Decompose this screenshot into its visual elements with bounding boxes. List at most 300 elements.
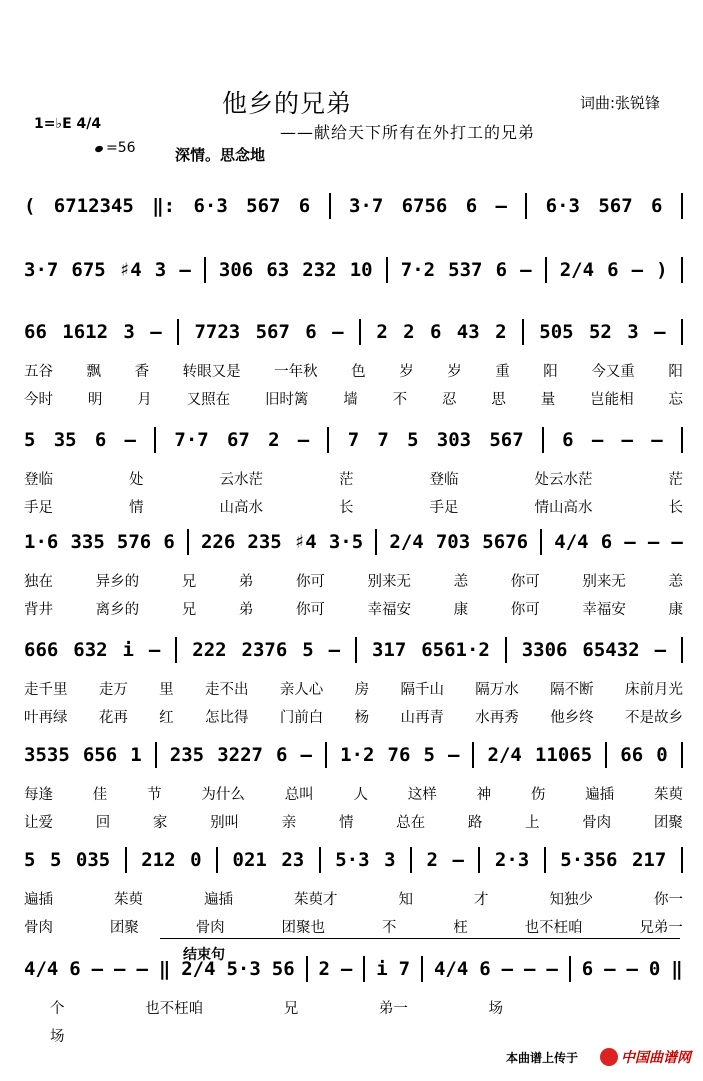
lyric-word: 知独少 bbox=[549, 892, 593, 908]
lyric-word: 岁 bbox=[399, 364, 414, 380]
barline bbox=[478, 847, 480, 873]
notation-row bbox=[24, 636, 683, 664]
lyric-word: 回 bbox=[95, 815, 111, 831]
note-token: 6 bbox=[429, 321, 442, 343]
note-token: 235 bbox=[247, 531, 282, 553]
lyric-word: 遍插 bbox=[585, 787, 615, 803]
lyric-word: 叶再绿 bbox=[24, 710, 68, 726]
lyric-line bbox=[24, 706, 683, 727]
composer-credit: 词曲:张锐锋 bbox=[580, 94, 661, 112]
note-token: – bbox=[332, 321, 344, 343]
note-token: i bbox=[376, 958, 388, 980]
note-token: 76 bbox=[387, 744, 411, 766]
note-token: 567 bbox=[489, 429, 524, 451]
lyric-word: 弟 bbox=[238, 574, 254, 590]
lyric-word: 处云水茫 bbox=[534, 472, 593, 488]
logo-text: 中国曲谱网 bbox=[621, 1050, 691, 1066]
note-token: 2·3 bbox=[494, 849, 530, 871]
barline bbox=[542, 427, 544, 453]
lyric-word: 墙 bbox=[343, 392, 358, 408]
lyric-word: 亲 bbox=[281, 815, 297, 831]
note-token: 10 bbox=[349, 259, 373, 281]
note-token: 5 bbox=[407, 429, 419, 451]
note-token: 5 bbox=[423, 744, 435, 766]
note-token: – bbox=[340, 958, 353, 980]
lyric-word: 情 bbox=[338, 815, 354, 831]
note-token: ( bbox=[24, 195, 36, 217]
note-token: 675 bbox=[71, 259, 106, 281]
lyric-line bbox=[24, 888, 683, 909]
lyric-word: 山再青 bbox=[400, 710, 444, 726]
lyric-word: 长 bbox=[339, 500, 354, 516]
lyric-word: 你可 bbox=[295, 602, 325, 618]
note-token: 7·2 bbox=[400, 259, 436, 281]
note-token: 6 bbox=[600, 531, 613, 553]
barline bbox=[472, 742, 474, 768]
lyric-word: 团聚 bbox=[109, 920, 139, 936]
lyric-line bbox=[50, 997, 503, 1018]
note-token: 1·2 bbox=[340, 744, 375, 766]
barline bbox=[175, 637, 177, 663]
note-token: 7 bbox=[347, 429, 360, 451]
lyric-word: 茫 bbox=[668, 472, 683, 488]
note-token: 317 bbox=[371, 639, 407, 661]
barline bbox=[154, 427, 156, 453]
lyric-word: 他乡终 bbox=[550, 710, 594, 726]
lyric-word: 山高水 bbox=[219, 500, 263, 516]
note-token: 6 bbox=[651, 195, 663, 217]
lyric-word: 旧时篱 bbox=[264, 392, 309, 408]
barline bbox=[204, 257, 206, 283]
note-token: 021 bbox=[232, 849, 267, 871]
site-logo[interactable] bbox=[600, 1046, 696, 1068]
note-token: ‖ bbox=[671, 958, 683, 980]
lyric-word: 水再秀 bbox=[475, 710, 519, 726]
lyric-word: 你可 bbox=[510, 574, 540, 590]
note-token: 4/4 bbox=[554, 531, 589, 553]
note-token: 703 bbox=[435, 531, 471, 553]
note-token: 222 bbox=[192, 639, 227, 661]
lyric-word: 家 bbox=[152, 815, 168, 831]
note-token: 232 bbox=[302, 259, 337, 281]
lyric-word: 隔万水 bbox=[475, 682, 519, 698]
lyric-word: 阳 bbox=[668, 364, 683, 380]
note-token: 2/4 bbox=[487, 744, 522, 766]
note-token: – bbox=[651, 429, 663, 451]
note-token: 6561·2 bbox=[421, 639, 490, 661]
lyric-word: 今时 bbox=[24, 392, 53, 408]
notation-row bbox=[24, 955, 683, 983]
lyric-word: 你可 bbox=[295, 574, 325, 590]
note-token: 303 bbox=[436, 429, 472, 451]
barline bbox=[569, 956, 571, 982]
note-token: 6 bbox=[305, 321, 317, 343]
note-token: 7·7 bbox=[174, 429, 209, 451]
note-token: ‖: bbox=[152, 195, 176, 217]
lyric-word: 思 bbox=[491, 392, 506, 408]
note-token: 2/4 bbox=[181, 958, 216, 980]
lyric-word: 你可 bbox=[510, 602, 540, 618]
lyric-word: 登临 bbox=[24, 472, 53, 488]
lyric-word: 别叫 bbox=[210, 815, 240, 831]
lyric-word: 兄弟一 bbox=[639, 920, 683, 936]
note-token: 0 bbox=[656, 744, 668, 766]
barline bbox=[681, 193, 683, 219]
lyric-line bbox=[50, 1025, 65, 1046]
lyric-word: 兄 bbox=[181, 602, 197, 618]
lyric-word: 枉 bbox=[453, 920, 468, 936]
lyric-line bbox=[24, 811, 683, 832]
lyric-word: 总叫 bbox=[284, 787, 314, 803]
barline bbox=[386, 257, 388, 283]
logo-mark-icon bbox=[600, 1048, 618, 1066]
barline bbox=[681, 847, 683, 873]
note-token: 2376 bbox=[241, 639, 288, 661]
lyric-word: 伤 bbox=[530, 787, 546, 803]
lyric-line bbox=[24, 678, 683, 699]
notation-row bbox=[24, 426, 683, 454]
note-token: 2 bbox=[495, 321, 507, 343]
lyric-line bbox=[24, 570, 683, 591]
note-token: 6712345 bbox=[53, 195, 134, 217]
note-token: 212 bbox=[141, 849, 176, 871]
note-token: 6 bbox=[298, 195, 311, 217]
note-token: 0 bbox=[190, 849, 202, 871]
note-token: – bbox=[631, 259, 644, 281]
note-token: 035 bbox=[75, 849, 111, 871]
barline bbox=[540, 529, 542, 555]
note-token: ♯4 bbox=[293, 531, 317, 553]
barline bbox=[681, 637, 683, 663]
lyric-word: 今又重 bbox=[591, 364, 635, 380]
lyric-word: 隔千山 bbox=[400, 682, 444, 698]
lyric-word: 转眼又是 bbox=[182, 364, 241, 380]
note-token: 66 bbox=[24, 321, 47, 343]
note-token: – bbox=[647, 531, 660, 553]
lyric-word: 茱萸才 bbox=[294, 892, 338, 908]
note-token: 5 bbox=[24, 429, 36, 451]
barline bbox=[421, 956, 423, 982]
note-token: – bbox=[654, 321, 666, 343]
note-token: 23 bbox=[281, 849, 305, 871]
lyric-word: 神 bbox=[476, 787, 492, 803]
note-token: 2 bbox=[268, 429, 280, 451]
lyric-word: 又照在 bbox=[186, 392, 231, 408]
note-token: 567 bbox=[255, 321, 290, 343]
note-token: ♯4 bbox=[118, 259, 142, 281]
barline bbox=[319, 847, 321, 873]
note-token: 567 bbox=[598, 195, 633, 217]
note-token: 7 bbox=[377, 429, 389, 451]
lyric-word: 兄 bbox=[283, 1001, 299, 1017]
lyric-word: 走千里 bbox=[24, 682, 68, 698]
note-token: 666 bbox=[24, 639, 59, 661]
lyric-word: 独在 bbox=[24, 574, 53, 590]
note-token: – bbox=[148, 639, 161, 661]
note-token: 5 bbox=[302, 639, 314, 661]
lyric-word: 也不枉咱 bbox=[524, 920, 583, 936]
lyric-word: 幸福安 bbox=[582, 602, 626, 618]
note-token: 5·356 bbox=[560, 849, 618, 871]
lyric-word: 房 bbox=[354, 682, 370, 698]
lyric-word: 门前白 bbox=[279, 710, 324, 726]
note-token: 656 bbox=[82, 744, 118, 766]
lyric-word: 阳 bbox=[543, 364, 558, 380]
lyric-word: 弟 bbox=[238, 602, 254, 618]
lyric-word: 登临 bbox=[429, 472, 459, 488]
lyric-word: 长 bbox=[668, 500, 683, 516]
note-token: 6·3 bbox=[193, 195, 228, 217]
note-token: 306 bbox=[218, 259, 254, 281]
lyric-line bbox=[24, 783, 683, 804]
lyric-word: 情 bbox=[129, 500, 144, 516]
note-token: – bbox=[621, 429, 633, 451]
note-token: 6756 bbox=[401, 195, 448, 217]
note-token: 3·5 bbox=[328, 531, 364, 553]
footer-text: 本曲谱上传于 bbox=[506, 1051, 579, 1065]
lyric-word: 佳 bbox=[92, 787, 108, 803]
note-token: 6·3 bbox=[545, 195, 580, 217]
lyric-word: 骨肉 bbox=[582, 815, 612, 831]
note-token: 537 bbox=[448, 259, 483, 281]
barline bbox=[363, 956, 365, 982]
note-token: – bbox=[626, 958, 638, 980]
note-token: 3535 bbox=[24, 744, 70, 766]
lyric-word: 床前月光 bbox=[624, 682, 683, 698]
lyric-word: 岁 bbox=[447, 364, 462, 380]
note-token: 3·7 bbox=[24, 259, 59, 281]
lyric-word: 人 bbox=[353, 787, 368, 803]
barline bbox=[325, 742, 327, 768]
note-token: 567 bbox=[246, 195, 281, 217]
note-token: – bbox=[114, 958, 126, 980]
lyric-line bbox=[24, 916, 683, 937]
lyric-word: 团聚 bbox=[653, 815, 683, 831]
note-token: – bbox=[624, 531, 636, 553]
note-token: 65432 bbox=[582, 639, 640, 661]
lyric-word: 恙 bbox=[453, 574, 469, 590]
note-token: 6 bbox=[69, 958, 81, 980]
lyric-word: 茱萸 bbox=[653, 787, 683, 803]
notation-row bbox=[24, 741, 683, 769]
barline bbox=[410, 847, 412, 873]
note-token: 3 bbox=[154, 259, 167, 281]
lyric-word: 节 bbox=[147, 787, 162, 803]
coda-bracket-line bbox=[160, 938, 680, 939]
barline bbox=[681, 742, 683, 768]
note-token: – bbox=[447, 744, 460, 766]
note-token: – bbox=[328, 639, 341, 661]
note-token: 3 bbox=[384, 849, 396, 871]
notation-row bbox=[24, 256, 683, 284]
lyric-word: 遍插 bbox=[24, 892, 53, 908]
note-token: ) bbox=[656, 259, 668, 281]
tempo-value: =56 bbox=[106, 140, 136, 156]
note-token: 2 bbox=[403, 321, 415, 343]
lyric-word: 隔不断 bbox=[550, 682, 594, 698]
barline bbox=[125, 847, 127, 873]
lyric-word: 才 bbox=[474, 892, 489, 908]
lyric-word: 处 bbox=[129, 472, 144, 488]
lyric-word: 幸福安 bbox=[367, 602, 412, 618]
lyric-word: 情山高水 bbox=[534, 500, 593, 516]
notation-row bbox=[24, 318, 683, 346]
note-token: 217 bbox=[631, 849, 667, 871]
note-token: 6 bbox=[479, 958, 491, 980]
note-token: – bbox=[297, 429, 310, 451]
lyric-word: 恙 bbox=[668, 574, 683, 590]
lyric-word: 兄 bbox=[181, 574, 197, 590]
note-token: 6 bbox=[276, 744, 288, 766]
note-token: 576 bbox=[116, 531, 152, 553]
lyric-word: 场 bbox=[488, 1001, 503, 1017]
notation-row bbox=[24, 846, 683, 874]
barline bbox=[525, 193, 527, 219]
note-token: – bbox=[136, 958, 148, 980]
lyric-word: 量 bbox=[540, 392, 556, 408]
lyric-word: 重 bbox=[495, 364, 510, 380]
note-token: – bbox=[604, 958, 616, 980]
lyric-word: 岂能相 bbox=[590, 392, 634, 408]
note-token: 235 bbox=[169, 744, 205, 766]
lyric-word: 茫 bbox=[339, 472, 354, 488]
barline bbox=[375, 529, 377, 555]
note-token: – bbox=[671, 531, 683, 553]
note-token: 5 bbox=[24, 849, 36, 871]
note-token: 66 bbox=[620, 744, 644, 766]
lyric-word: 让爱 bbox=[24, 815, 53, 831]
note-token: 4/4 bbox=[24, 958, 59, 980]
lyric-word: 红 bbox=[159, 710, 174, 726]
note-token: 1 bbox=[130, 744, 142, 766]
lyric-word: 里 bbox=[159, 682, 174, 698]
note-token: 5·3 bbox=[335, 849, 370, 871]
barline bbox=[177, 319, 179, 345]
barline bbox=[505, 637, 507, 663]
note-token: – bbox=[591, 429, 604, 451]
note-token: 632 bbox=[73, 639, 108, 661]
note-token: 1·6 bbox=[24, 531, 59, 553]
note-token: – bbox=[300, 744, 312, 766]
lyric-word: 个 bbox=[50, 1001, 65, 1017]
note-token: – bbox=[124, 429, 136, 451]
note-token: 2/4 bbox=[389, 531, 424, 553]
note-token: – bbox=[452, 849, 464, 871]
lyric-word: 弟一 bbox=[378, 1001, 408, 1017]
lyric-word: 骨肉 bbox=[195, 920, 225, 936]
note-token: 6 bbox=[581, 958, 594, 980]
note-token: 6 bbox=[562, 429, 574, 451]
note-token: – bbox=[91, 958, 104, 980]
notation-row bbox=[24, 192, 683, 220]
note-token: 67 bbox=[226, 429, 250, 451]
lyric-word: 手足 bbox=[24, 500, 53, 516]
expression-mark: 深情。思念地 bbox=[175, 146, 266, 164]
lyric-word: 离乡的 bbox=[95, 602, 140, 618]
note-token: ‖ bbox=[158, 958, 171, 980]
lyric-line bbox=[24, 360, 683, 381]
note-token: – bbox=[520, 259, 532, 281]
note-token: – bbox=[495, 195, 507, 217]
barline bbox=[681, 427, 683, 453]
note-token: 3306 bbox=[521, 639, 568, 661]
lyric-line bbox=[24, 468, 683, 489]
lyric-word: 手足 bbox=[429, 500, 459, 516]
note-token: 6 bbox=[94, 429, 107, 451]
barline bbox=[327, 427, 329, 453]
note-token: – bbox=[150, 321, 162, 343]
lyric-word: 五谷 bbox=[24, 364, 53, 380]
lyric-word: 怎比得 bbox=[204, 710, 249, 726]
note-token: 2 bbox=[376, 321, 388, 343]
note-token: 11065 bbox=[534, 744, 593, 766]
lyric-word: 不 bbox=[381, 920, 397, 936]
lyric-word: 月 bbox=[137, 392, 152, 408]
lyric-word: 场 bbox=[50, 1029, 65, 1045]
lyric-word: 知 bbox=[398, 892, 413, 908]
note-token: 2 bbox=[318, 958, 330, 980]
lyric-word: 别来无 bbox=[367, 574, 412, 590]
note-token: 0 bbox=[648, 958, 661, 980]
dedication-subtitle: ——献给天下所有在外打工的兄弟 bbox=[280, 123, 536, 142]
note-token: 56 bbox=[271, 958, 295, 980]
lyric-word: 上 bbox=[525, 815, 540, 831]
lyric-word: 色 bbox=[351, 364, 366, 380]
note-token: 35 bbox=[53, 429, 77, 451]
barline bbox=[216, 847, 218, 873]
lyric-word: 每逢 bbox=[24, 787, 53, 803]
lyric-word: 康 bbox=[453, 602, 469, 618]
note-token: 1612 bbox=[62, 321, 109, 343]
barline bbox=[522, 319, 524, 345]
note-token: 335 bbox=[70, 531, 105, 553]
lyric-word: 别来无 bbox=[582, 574, 626, 590]
notation-row bbox=[24, 528, 683, 556]
lyric-word: 团聚也 bbox=[281, 920, 326, 936]
lyric-word: 茱萸 bbox=[114, 892, 143, 908]
note-token: 5676 bbox=[482, 531, 529, 553]
note-token: 6 bbox=[495, 259, 508, 281]
barline bbox=[545, 257, 547, 283]
lyric-word: 遍插 bbox=[204, 892, 233, 908]
lyric-word: 异乡的 bbox=[95, 574, 140, 590]
note-token: – bbox=[179, 259, 191, 281]
note-token: 2/4 bbox=[559, 259, 595, 281]
barline bbox=[306, 956, 308, 982]
barline bbox=[187, 529, 189, 555]
note-token: 2 bbox=[426, 849, 438, 871]
note-token: – bbox=[546, 958, 558, 980]
song-title: 他乡的兄弟 bbox=[222, 89, 353, 118]
key-signature: 1=♭E 4/4 bbox=[34, 116, 102, 132]
note-token: – bbox=[524, 958, 536, 980]
barline bbox=[605, 742, 607, 768]
note-token: – bbox=[654, 639, 667, 661]
lyric-word: 你一 bbox=[654, 892, 683, 908]
barline bbox=[681, 257, 683, 283]
note-token: 7 bbox=[398, 958, 411, 980]
note-token: 6 bbox=[465, 195, 478, 217]
note-token: 505 bbox=[539, 321, 574, 343]
note-token: 6 bbox=[163, 531, 175, 553]
lyric-word: 不 bbox=[392, 392, 408, 408]
note-token: 3 bbox=[123, 321, 135, 343]
lyric-word: 忘 bbox=[668, 392, 683, 408]
barline bbox=[359, 319, 361, 345]
barline bbox=[544, 847, 546, 873]
note-token: 4/4 bbox=[433, 958, 469, 980]
note-token: i bbox=[122, 639, 134, 661]
